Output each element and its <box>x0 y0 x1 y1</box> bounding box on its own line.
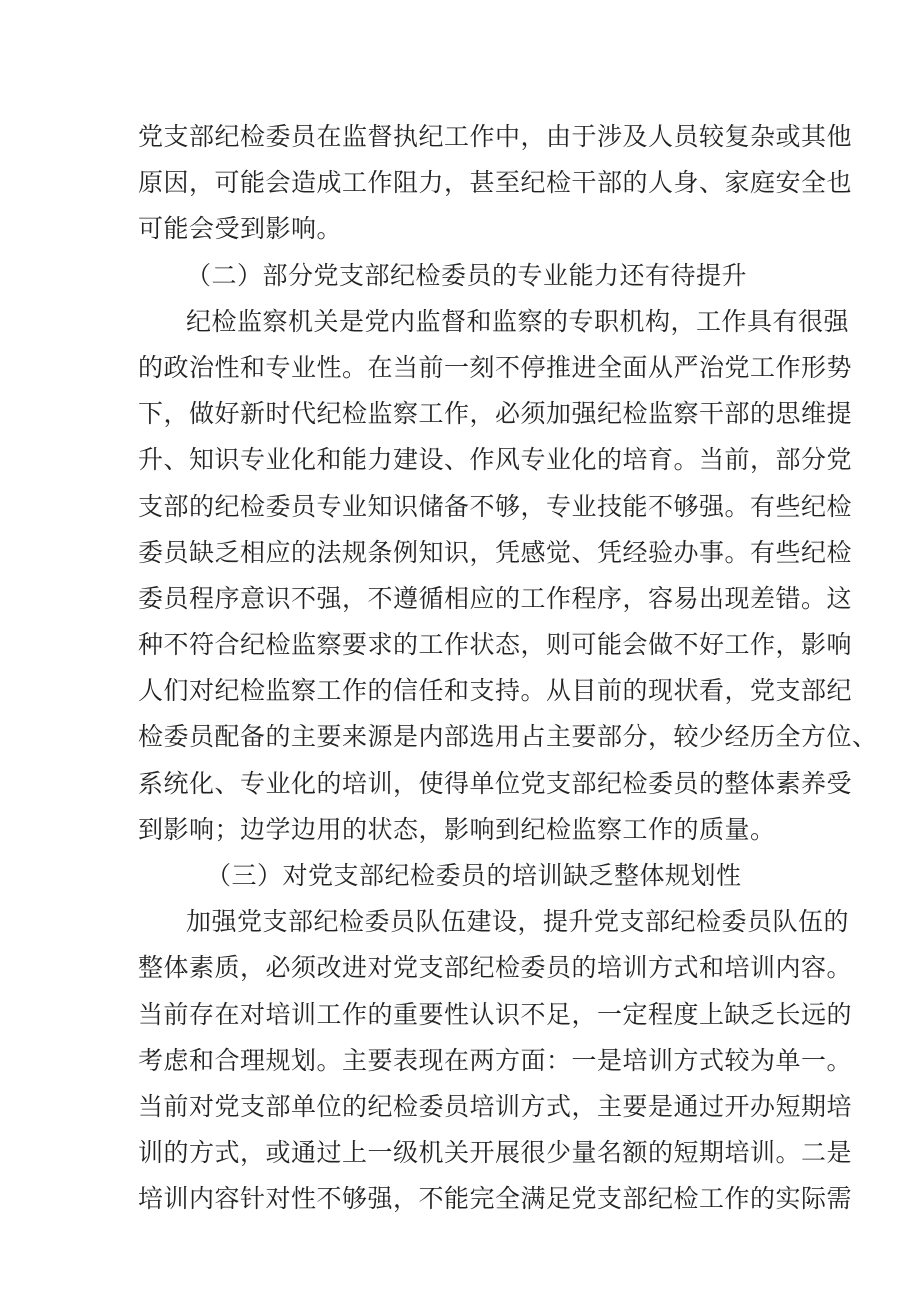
paragraph-line: 检委员配备的主要来源是内部选用占主要部分，较少经历全方位、 <box>138 722 878 752</box>
paragraph-line: 训的方式，或通过上一级机关开展很少量名额的短期培训。二是 <box>138 1138 853 1168</box>
paragraph-line: 到影响；边学边用的状态，影响到纪检监察工作的质量。 <box>138 814 776 844</box>
paragraph-line: 培训内容针对性不够强，不能完全满足党支部纪检工作的实际需 <box>138 1184 853 1214</box>
paragraph-line: 党支部纪检委员在监督执纪工作中，由于涉及人员较复杂或其他 <box>138 122 853 151</box>
section-heading: （三）对党支部纪检委员的培训缺乏整体规划性 <box>206 861 742 890</box>
section-heading: （二）部分党支部纪检委员的专业能力还有待提升 <box>186 260 748 290</box>
paragraph-line: 下，做好新时代纪检监察工作，必须加强纪检监察干部的思维提 <box>138 399 853 429</box>
paragraph-line: 种不符合纪检监察要求的工作状态，则可能会做不好工作，影响 <box>138 630 853 660</box>
paragraph-line: 加强党支部纪检委员队伍建设，提升党支部纪检委员队伍的 <box>186 907 850 937</box>
paragraph-line: 委员程序意识不强，不遵循相应的工作程序，容易出现差错。这 <box>138 583 853 613</box>
document-body <box>138 114 878 1223</box>
paragraph-line: 考虑和合理规划。主要表现在两方面：一是培训方式较为单一。 <box>138 1045 853 1075</box>
paragraph-line: 当前存在对培训工作的重要性认识不足，一定程度上缺乏长远的 <box>138 999 853 1029</box>
paragraph-line: 支部的纪检委员专业知识储备不够，专业技能不够强。有些纪检 <box>138 491 853 521</box>
paragraph-line: 升、知识专业化和能力建设、作风专业化的培育。当前，部分党 <box>138 445 853 475</box>
paragraph-line: 整体素质，必须改进对党支部纪检委员的培训方式和培训内容。 <box>138 953 853 983</box>
paragraph-line: 委员缺乏相应的法规条例知识，凭感觉、凭经验办事。有些纪检 <box>138 537 853 567</box>
paragraph-line: 系统化、专业化的培训，使得单位党支部纪检委员的整体素养受 <box>138 768 853 798</box>
paragraph-line: 人们对纪检监察工作的信任和支持。从目前的现状看，党支部纪 <box>138 676 853 706</box>
paragraph-line: 的政治性和专业性。在当前一刻不停推进全面从严治党工作形势 <box>138 352 853 382</box>
paragraph-line: 可能会受到影响。 <box>138 214 343 244</box>
paragraph-line: 当前对党支部单位的纪检委员培训方式，主要是通过开办短期培 <box>138 1091 853 1121</box>
paragraph-line: 原因，可能会造成工作阻力，甚至纪检干部的人身、家庭安全也 <box>138 168 853 198</box>
paragraph-line: 纪检监察机关是党内监督和监察的专职机构，工作具有很强 <box>186 306 850 336</box>
